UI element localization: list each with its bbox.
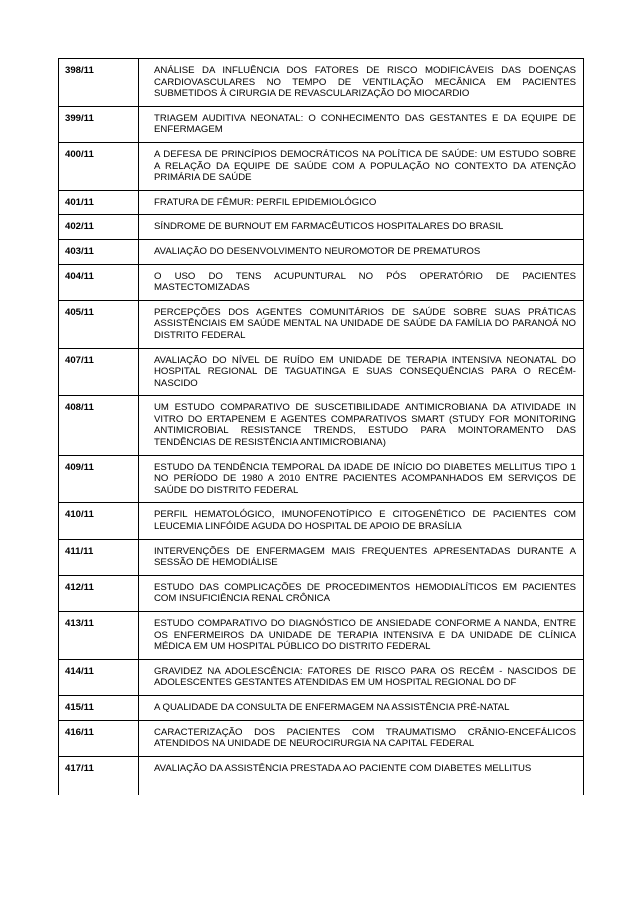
record-title: TRIAGEM AUDITIVA NEONATAL: O CONHECIMENTO DAS GESTANTES E DA EQUIPE DE ENFERMAGEM — [139, 106, 584, 142]
record-number: 414/11 — [59, 659, 139, 695]
record-number: 399/11 — [59, 106, 139, 142]
table-row — [59, 720, 584, 756]
table-row — [59, 106, 584, 142]
table-row — [59, 239, 584, 264]
record-title: A DEFESA DE PRINCÍPIOS DEMOCRÁTICOS NA POLÍTICA DE SAÚDE: UM ESTUDO SOBRE A RELAÇÃO DA EQUIPE DE SAÚDE COM A POPULAÇÃO NO CONTEXTO DA ATENÇÃO PRIMÁRIA DE SAÚDE — [139, 142, 584, 190]
record-title: ANÁLISE DA INFLUÊNCIA DOS FATORES DE RISCO MODIFICÁVEIS DAS DOENÇAS CARDIOVASCULARES NO TEMPO DE VENTILAÇÃO MECÂNICA EM PACIENTES SUBMETIDOS À CIRURGIA DE REVASCULARIZAÇÃO DO MIOCARDIO — [139, 59, 584, 107]
record-number: 408/11 — [59, 396, 139, 455]
record-number: 405/11 — [59, 300, 139, 348]
table-row — [59, 756, 584, 795]
record-title: PERCEPÇÕES DOS AGENTES COMUNITÁRIOS DE SAÚDE SOBRE SUAS PRÁTICAS ASSISTÊNCIAIS EM SAÚDE MENTAL NA UNIDADE DE SAÚDE DA FAMÍLIA DO PARANOÁ NO DISTRITO FEDERAL — [139, 300, 584, 348]
record-title: SÍNDROME DE BURNOUT EM FARMACÊUTICOS HOSPITALARES DO BRASIL — [139, 215, 584, 240]
record-number: 410/11 — [59, 503, 139, 539]
table-row — [59, 59, 584, 107]
table-row — [59, 612, 584, 660]
table-row — [59, 396, 584, 455]
record-number: 411/11 — [59, 539, 139, 575]
record-title: GRAVIDEZ NA ADOLESCÊNCIA: FATORES DE RISCO PARA OS RECÉM - NASCIDOS DE ADOLESCENTES GESTANTES ATENDIDAS EM UM HOSPITAL REGIONAL DO DF — [139, 659, 584, 695]
record-title: CARACTERIZAÇÃO DOS PACIENTES COM TRAUMATISMO CRÂNIO-ENCEFÁLICOS ATENDIDOS NA UNIDADE DE NEUROCIRURGIA NA CAPITAL FEDERAL — [139, 720, 584, 756]
table-row — [59, 575, 584, 611]
table-row — [59, 539, 584, 575]
record-title: AVALIAÇÃO DA ASSISTÊNCIA PRESTADA AO PACIENTE COM DIABETES MELLITUS — [139, 756, 584, 795]
record-number: 400/11 — [59, 142, 139, 190]
record-title: O USO DO TENS ACUPUNTURAL NO PÓS OPERATÓRIO DE PACIENTES MASTECTOMIZADAS — [139, 264, 584, 300]
document-page — [58, 58, 584, 795]
record-title: FRATURA DE FÊMUR: PERFIL EPIDEMIOLÓGICO — [139, 190, 584, 215]
records-table — [58, 58, 584, 795]
record-title: ESTUDO DAS COMPLICAÇÕES DE PROCEDIMENTOS HEMODIALÍTICOS EM PACIENTES COM INSUFICIÊNCIA RENAL CRÔNICA — [139, 575, 584, 611]
record-number: 407/11 — [59, 348, 139, 396]
record-title: AVALIAÇÃO DO NÍVEL DE RUÍDO EM UNIDADE DE TERAPIA INTENSIVA NEONATAL DO HOSPITAL REGIONAL DE TAGUATINGA E SUAS CONSEQUÊNCIAS PARA O RECÉM-NASCIDO — [139, 348, 584, 396]
record-number: 403/11 — [59, 239, 139, 264]
table-row — [59, 659, 584, 695]
records-table-body — [59, 59, 584, 795]
record-title: AVALIAÇÃO DO DESENVOLVIMENTO NEUROMOTOR DE PREMATUROS — [139, 239, 584, 264]
record-number: 412/11 — [59, 575, 139, 611]
table-row — [59, 300, 584, 348]
record-title: A QUALIDADE DA CONSULTA DE ENFERMAGEM NA ASSISTÊNCIA PRÉ-NATAL — [139, 695, 584, 720]
table-row — [59, 190, 584, 215]
table-row — [59, 348, 584, 396]
table-row — [59, 695, 584, 720]
table-row — [59, 142, 584, 190]
record-number: 402/11 — [59, 215, 139, 240]
table-row — [59, 503, 584, 539]
table-row — [59, 215, 584, 240]
record-title: ESTUDO COMPARATIVO DO DIAGNÓSTICO DE ANSIEDADE CONFORME A NANDA, ENTRE OS ENFERMEIROS DA UNIDADE DE TERAPIA INTENSIVA E DA UNIDADE DE CLÍNICA MÉDICA EM UM HOSPITAL PÚBLICO DO DISTRITO FEDERAL — [139, 612, 584, 660]
record-title: PERFIL HEMATOLÓGICO, IMUNOFENOTÍPICO E CITOGENÉTICO DE PACIENTES COM LEUCEMIA LINFÓIDE AGUDA DO HOSPITAL DE APOIO DE BRASÍLIA — [139, 503, 584, 539]
record-number: 416/11 — [59, 720, 139, 756]
record-number: 398/11 — [59, 59, 139, 107]
record-number: 401/11 — [59, 190, 139, 215]
record-number: 415/11 — [59, 695, 139, 720]
record-number: 417/11 — [59, 756, 139, 795]
record-title: ESTUDO DA TENDÊNCIA TEMPORAL DA IDADE DE INÍCIO DO DIABETES MELLITUS TIPO 1 NO PERÍODO DE 1980 A 2010 ENTRE PACIENTES ACOMPANHADOS EM SERVIÇOS DE SAÚDE DO DISTRITO FEDERAL — [139, 455, 584, 503]
record-number: 413/11 — [59, 612, 139, 660]
record-title: INTERVENÇÕES DE ENFERMAGEM MAIS FREQUENTES APRESENTADAS DURANTE A SESSÃO DE HEMODIÁLISE — [139, 539, 584, 575]
record-title: UM ESTUDO COMPARATIVO DE SUSCETIBILIDADE ANTIMICROBIANA DA ATIVIDADE IN VITRO DO ERTAPENEM E AGENTES COMPARATIVOS SMART (STUDY FOR MONITORING ANTIMICROBIAL RESISTANCE TRENDS, ESTUDO PARA MOINTORAMENTO DAS TENDÊNCIAS DE RESISTÊNCIA ANTIMICROBIANA) — [139, 396, 584, 455]
table-row — [59, 455, 584, 503]
record-number: 404/11 — [59, 264, 139, 300]
record-number: 409/11 — [59, 455, 139, 503]
table-row — [59, 264, 584, 300]
